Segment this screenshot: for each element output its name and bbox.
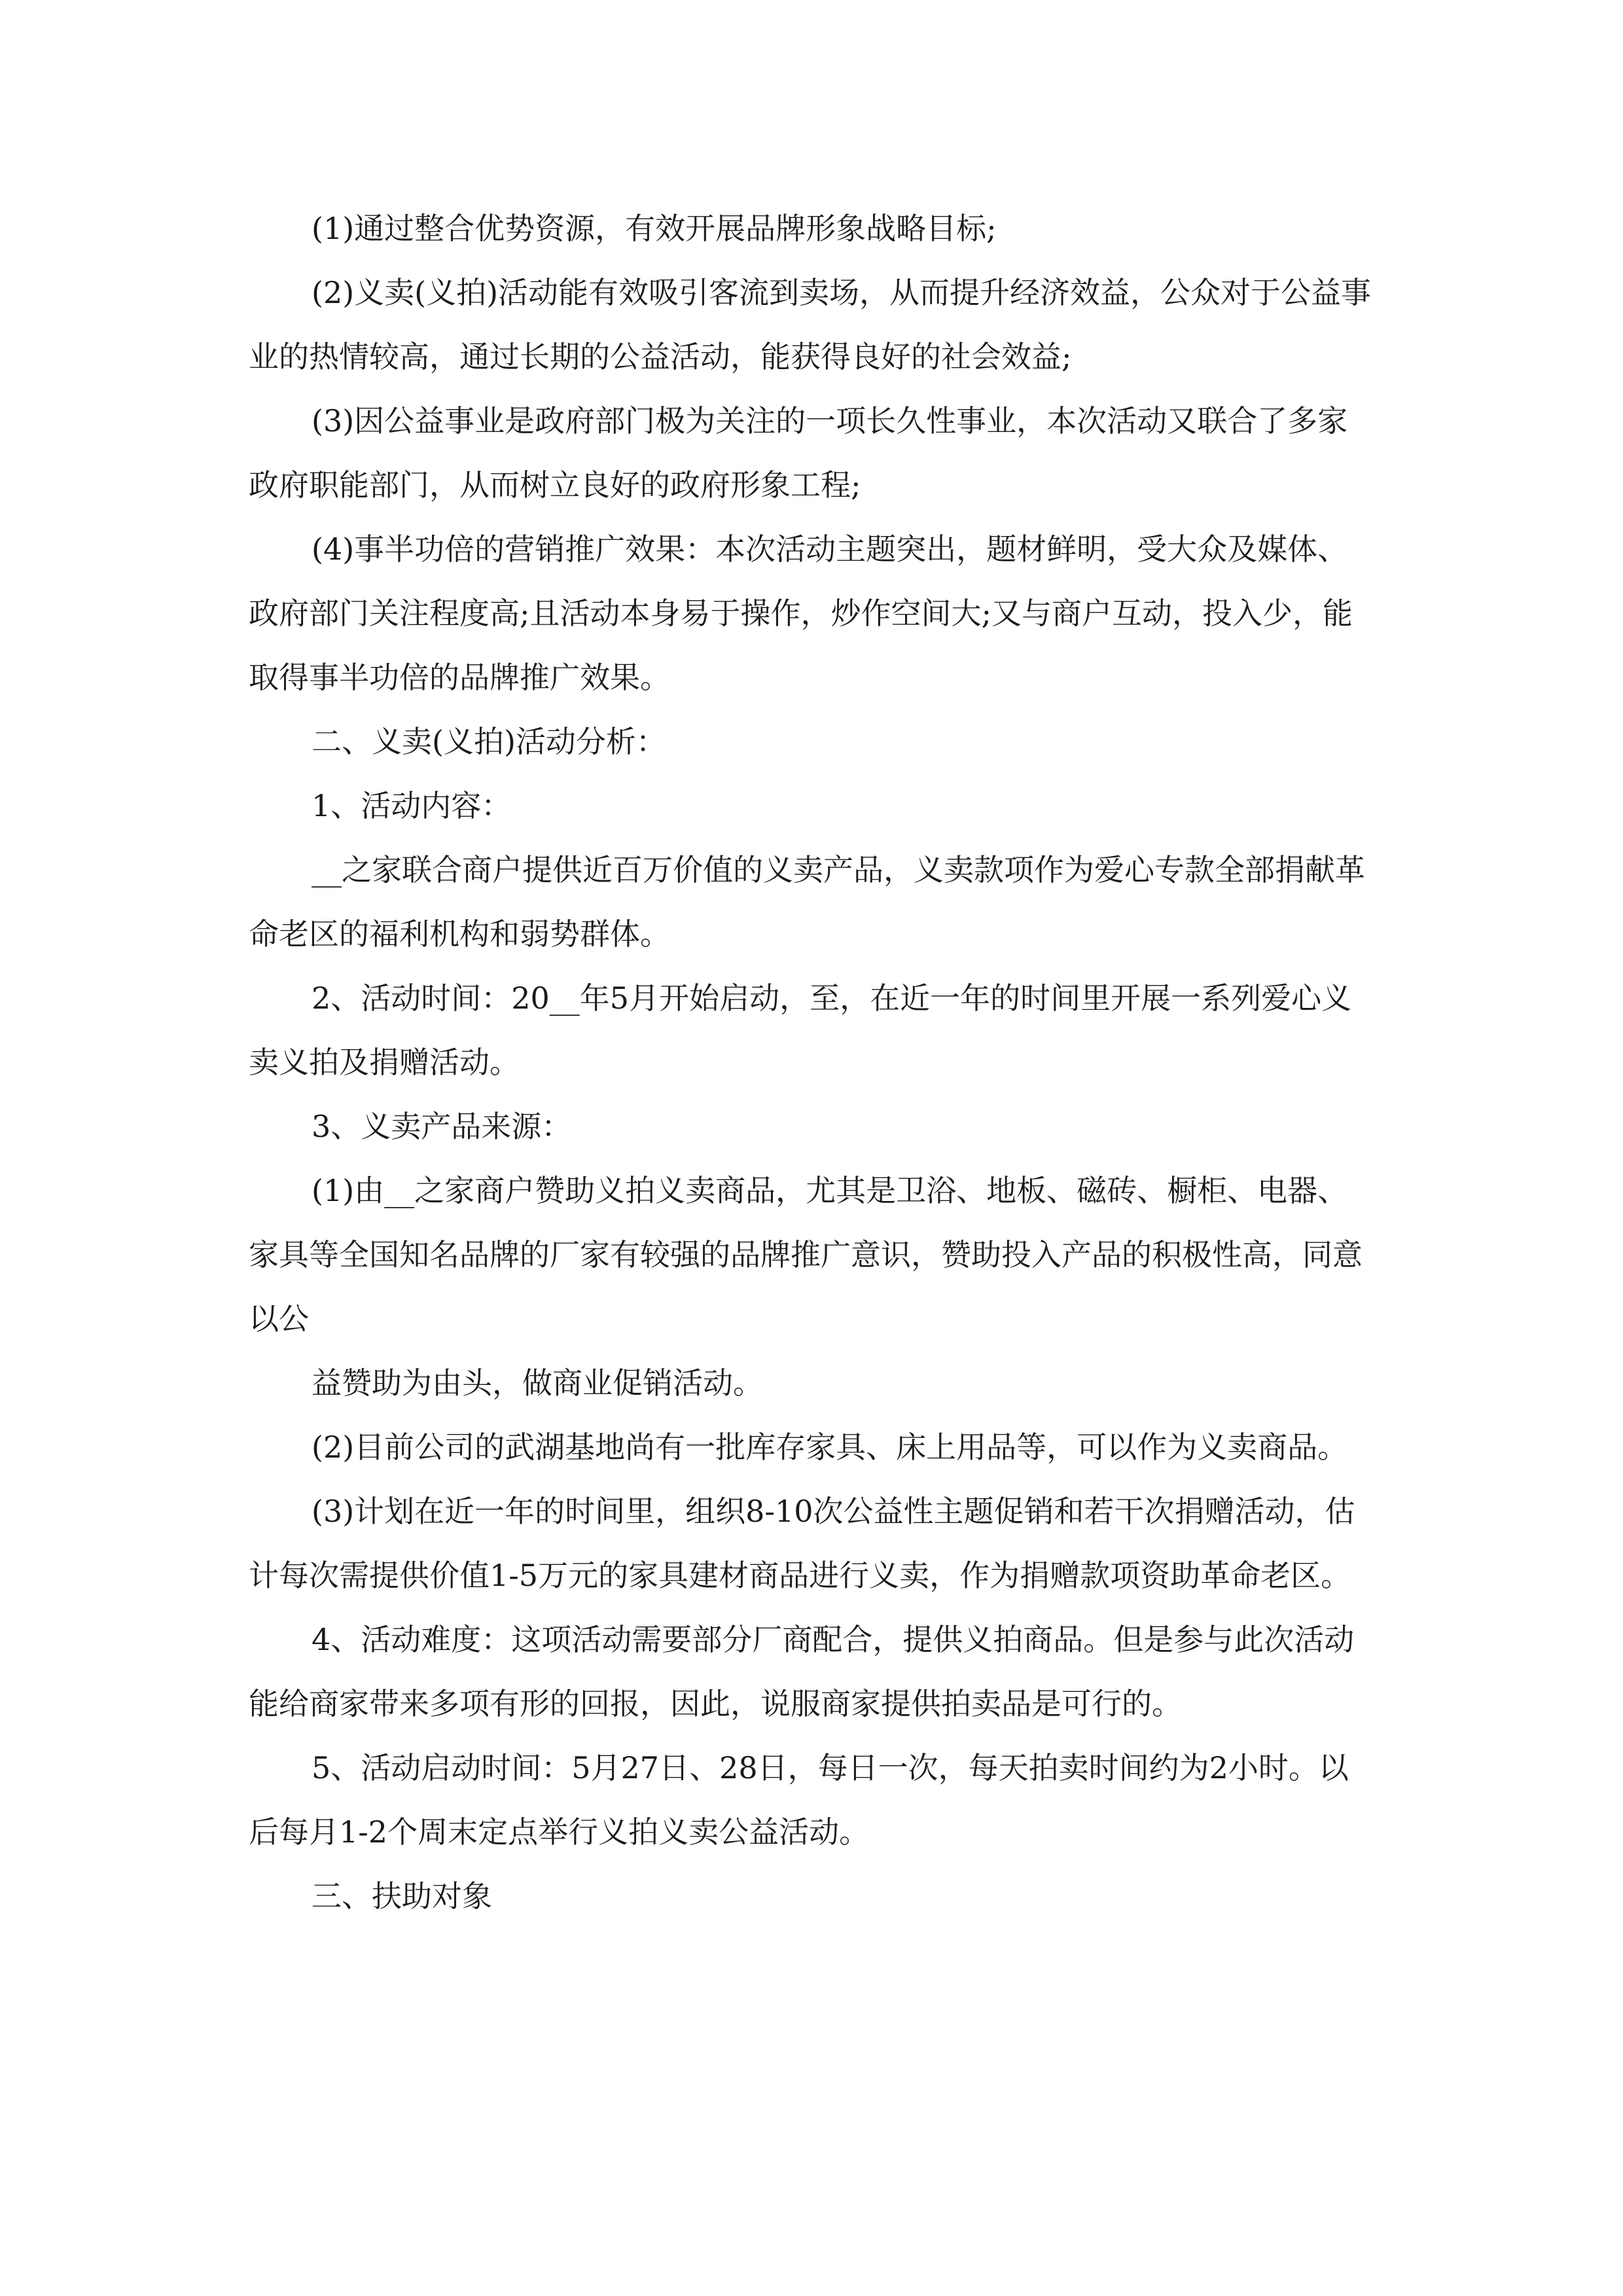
paragraph: (2)义卖(义拍)活动能有效吸引客流到卖场，从而提升经济效益，公众对于公益事业的热情较高，通过长期的公益活动，能获得良好的社会效益; — [249, 275, 1372, 374]
paragraph: (3)因公益事业是政府部门极为关注的一项长久性事业，本次活动又联合了多家政府职能部门，从而树立良好的政府形象工程; — [249, 403, 1348, 503]
subsection-heading: 3、义卖产品来源： — [312, 1109, 572, 1144]
paragraph: 5、活动启动时间：5月27日、28日，每日一次，每天拍卖时间约为2小时。以后每月1-2个周末定点举行义拍义卖公益活动。 — [249, 1750, 1349, 1850]
paragraph: __之家联合商户提供近百万价值的义卖产品，义卖款项作为爱心专款全部捐献革命老区的福利机构和弱势群体。 — [249, 852, 1365, 952]
paragraph: (1)通过整合优势资源，有效开展品牌形象战略目标; — [312, 211, 997, 246]
paragraph: (1)由__之家商户赞助义拍义卖商品，尤其是卫浴、地板、磁砖、橱柜、电器、家具等全国知名品牌的厂家有较强的品牌推广意识，赞助投入产品的积极性高，同意以公 — [249, 1173, 1363, 1336]
document-body — [249, 196, 1374, 1928]
paragraph: (3)计划在近一年的时间里，组织8-10次公益性主题促销和若干次捐赠活动，估计每次需提供价值1-5万元的家具建材商品进行义卖，作为捐赠款项资助革命老区。 — [249, 1494, 1355, 1593]
section-heading: 三、扶助对象 — [312, 1878, 492, 1914]
paragraph: (4)事半功倍的营销推广效果：本次活动主题突出，题材鲜明，受大众及媒体、政府部门关注程度高;且活动本身易于操作，炒作空间大;又与商户互动，投入少，能取得事半功倍的品牌推广效果。 — [249, 531, 1353, 695]
paragraph: (2)目前公司的武湖基地尚有一批库存家具、床上用品等，可以作为义卖商品。 — [312, 1429, 1348, 1465]
subsection-heading: 1、活动内容： — [312, 788, 512, 823]
paragraph: 益赞助为由头，做商业促销活动。 — [312, 1365, 763, 1401]
paragraph: 2、活动时间：20__年5月开始启动，至，在近一年的时间里开展一系列爱心义卖义拍及捐赠活动。 — [249, 980, 1352, 1080]
paragraph: 4、活动难度：这项活动需要部分厂商配合，提供义拍商品。但是参与此次活动能给商家带来多项有形的回报，因此，说服商家提供拍卖品是可行的。 — [249, 1622, 1355, 1721]
section-heading: 二、义卖(义拍)活动分析： — [312, 724, 666, 759]
